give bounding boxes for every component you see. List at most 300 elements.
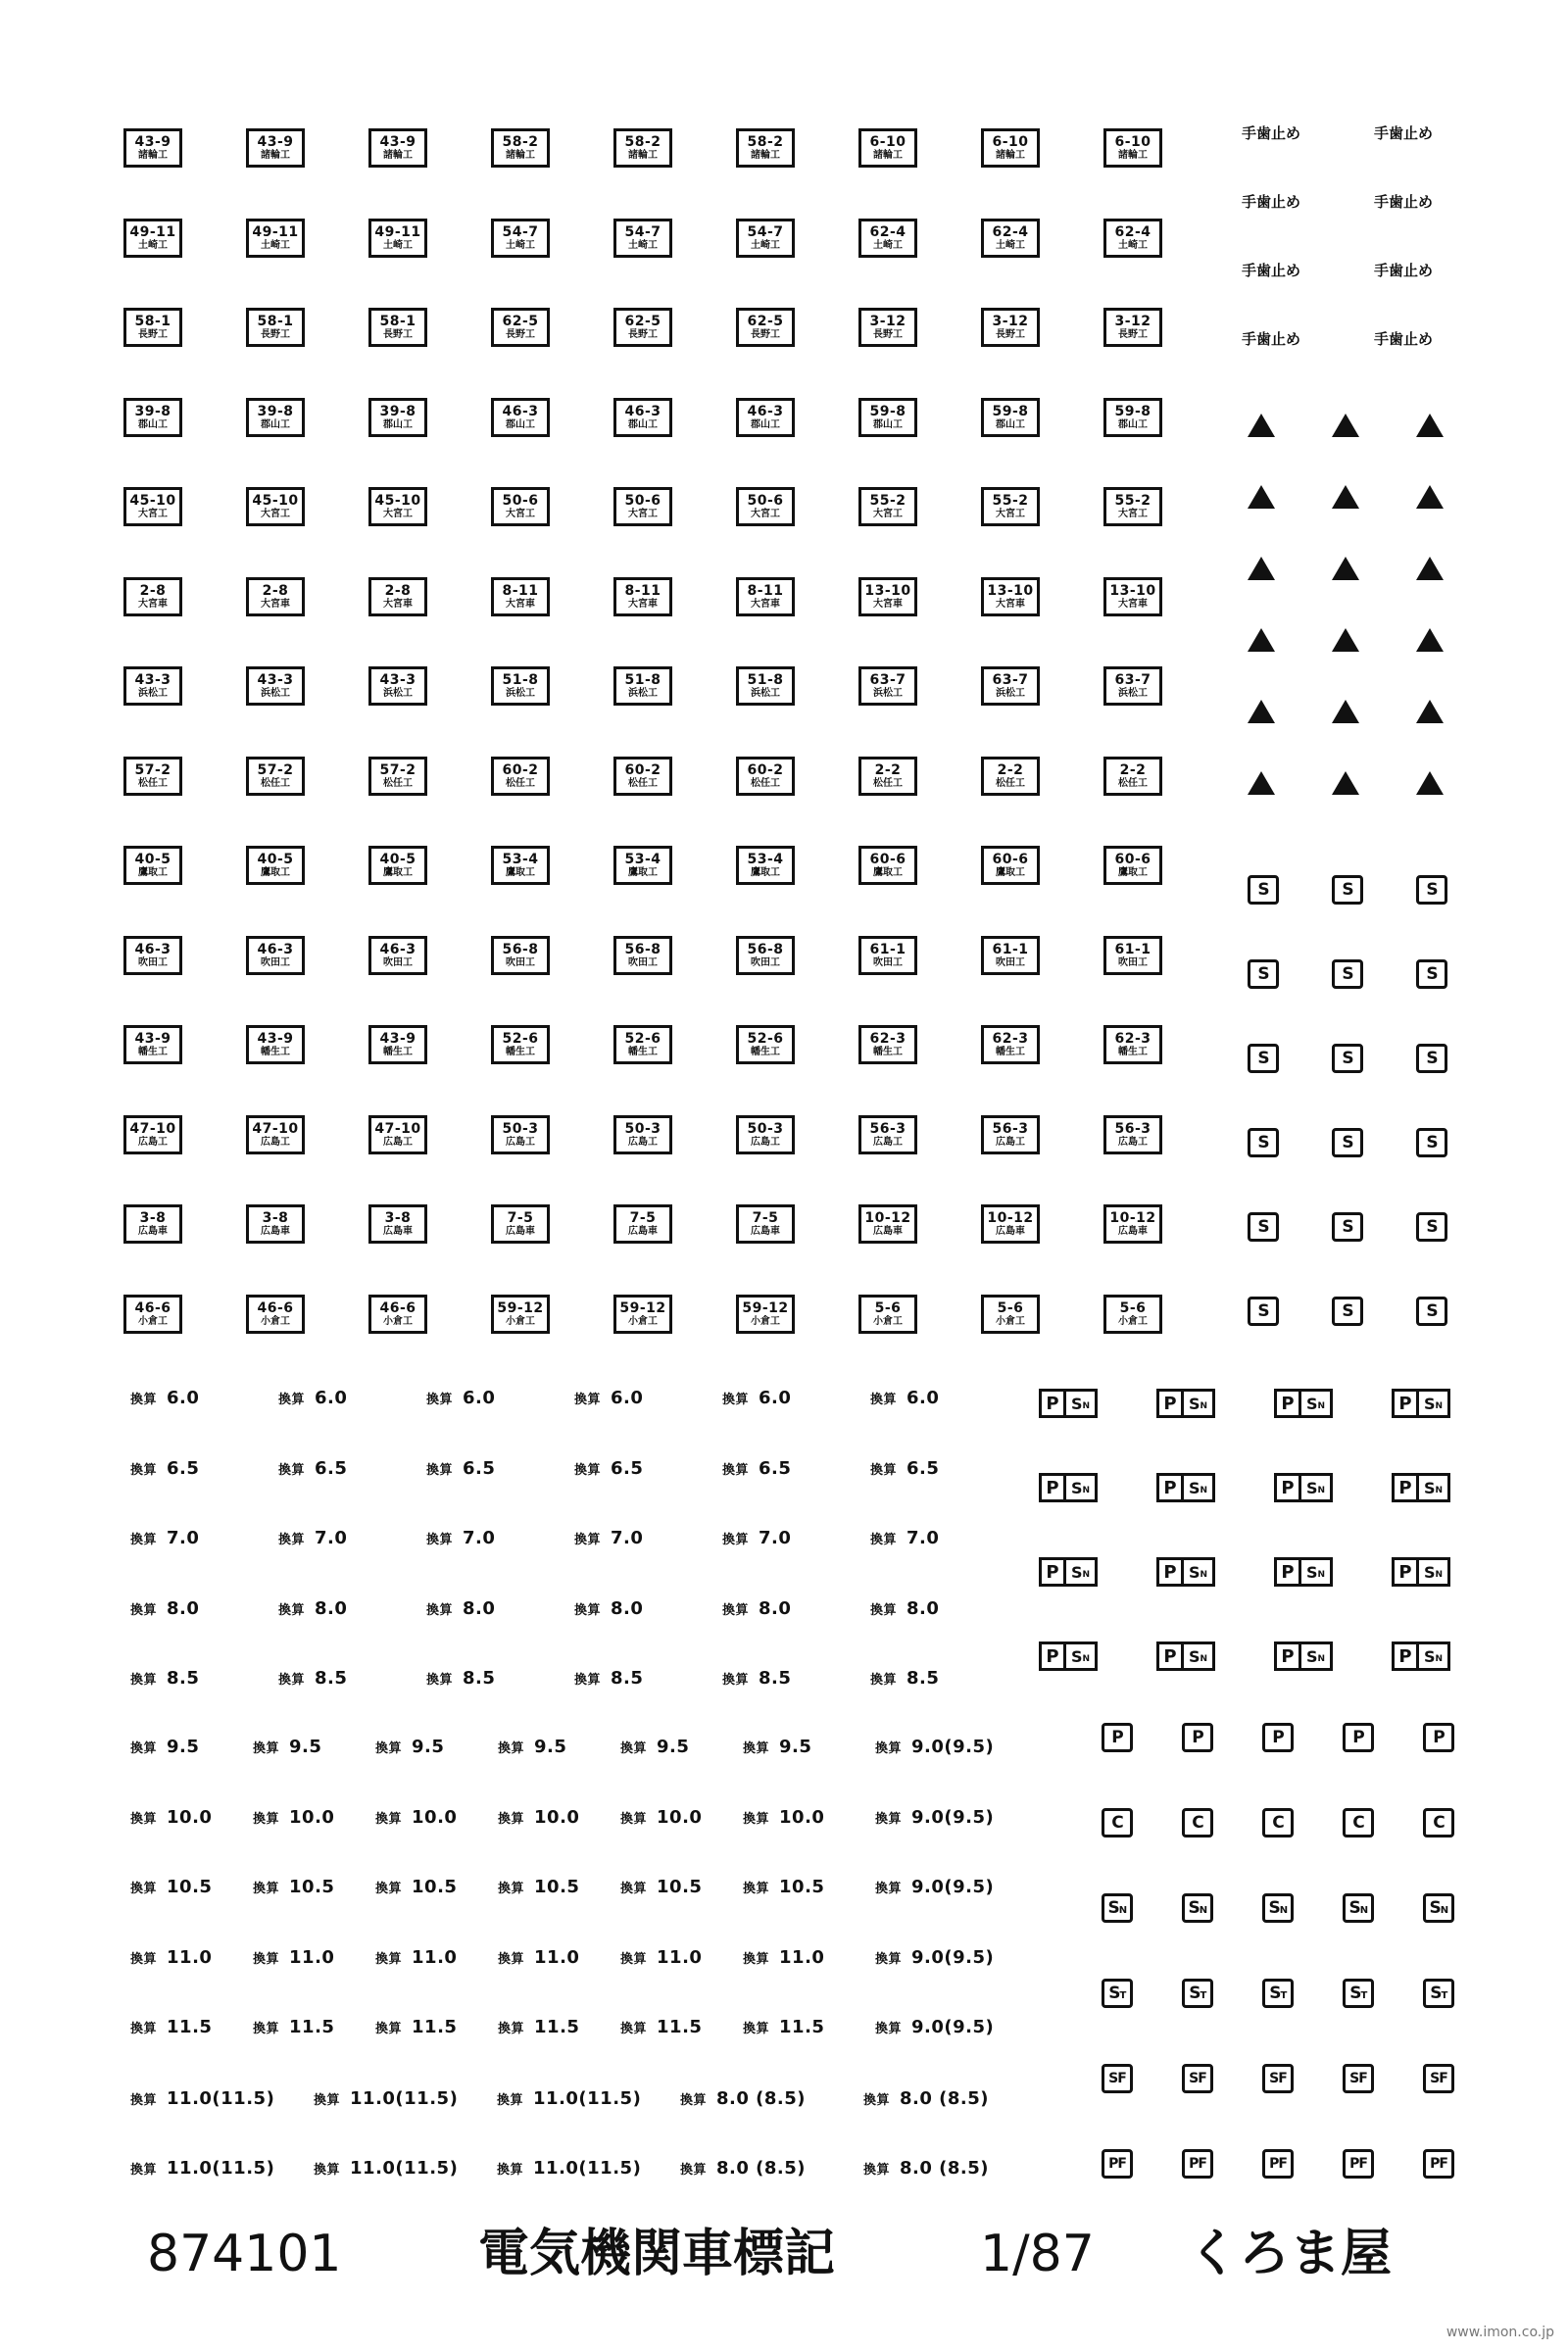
plate-date: 46-3 bbox=[257, 941, 294, 957]
conversion-value: 9.5 bbox=[657, 1737, 690, 1757]
conversion-prefix: 換算 bbox=[130, 1602, 158, 1618]
small-mark: C bbox=[1423, 1808, 1454, 1838]
plate-shop: 浜松工 bbox=[138, 688, 168, 699]
plate-date: 60-6 bbox=[992, 852, 1029, 867]
plate-date: 50-6 bbox=[747, 493, 784, 509]
conversion-value: 9.0(9.5) bbox=[911, 1877, 995, 1897]
small-mark: P bbox=[1182, 1723, 1213, 1752]
works-plate bbox=[246, 757, 305, 796]
plate-date: 3-8 bbox=[384, 1210, 412, 1226]
ps-mark-sub: N bbox=[1082, 1654, 1091, 1664]
works-plate bbox=[123, 936, 182, 975]
plate-shop: 土崎工 bbox=[138, 239, 168, 251]
plate-date: 3-8 bbox=[262, 1210, 289, 1226]
conversion-prefix: 換算 bbox=[130, 2163, 158, 2178]
plate-date: 6-10 bbox=[992, 134, 1029, 150]
plate-date: 13-10 bbox=[987, 582, 1034, 599]
plate-shop: 大宮工 bbox=[751, 509, 780, 519]
plate-shop: 大宮車 bbox=[996, 598, 1025, 610]
conversion-mark bbox=[620, 2017, 702, 2037]
s-mark: S bbox=[1332, 1128, 1363, 1157]
conversion-mark bbox=[870, 1458, 939, 1479]
plate-shop: 大宮車 bbox=[138, 598, 168, 610]
plate-shop: 鷹取工 bbox=[1118, 867, 1148, 878]
conversion-mark bbox=[620, 1877, 702, 1897]
small-mark: S T bbox=[1343, 1979, 1374, 2008]
plate-date: 58-1 bbox=[134, 314, 172, 329]
conversion-prefix: 換算 bbox=[574, 1673, 602, 1688]
plate-shop: 幡生工 bbox=[506, 1047, 535, 1057]
works-plate bbox=[613, 308, 672, 347]
triangle-icon bbox=[1416, 557, 1444, 580]
plate-shop: 幡生工 bbox=[138, 1047, 168, 1057]
conversion-mark bbox=[620, 1807, 702, 1828]
plate-date: 52-6 bbox=[747, 1031, 784, 1047]
ps-mark-s: S N bbox=[1301, 1557, 1333, 1587]
conversion-prefix: 換算 bbox=[743, 2022, 770, 2036]
conversion-value: 8.0 (8.5) bbox=[716, 2088, 807, 2109]
works-plate bbox=[858, 757, 917, 796]
s-mark: S bbox=[1248, 959, 1279, 989]
plate-shop: 浜松工 bbox=[506, 688, 535, 699]
works-plate bbox=[981, 1295, 1040, 1334]
conversion-mark bbox=[278, 1528, 347, 1548]
conversion-value: 8.5 bbox=[759, 1668, 792, 1689]
works-plate bbox=[491, 666, 550, 706]
plate-date: 2-2 bbox=[997, 761, 1024, 778]
plate-shop: 長野工 bbox=[506, 329, 535, 340]
ps-mark-p: P bbox=[1039, 1557, 1066, 1587]
ps-mark bbox=[1274, 1389, 1333, 1418]
conversion-value: 8.0 bbox=[167, 1597, 200, 1619]
conversion-prefix: 換算 bbox=[743, 1811, 770, 1827]
plate-shop: 広島工 bbox=[138, 1136, 168, 1148]
conversion-mark bbox=[875, 1877, 994, 1897]
works-plate bbox=[491, 1204, 550, 1244]
small-mark: P bbox=[1343, 1723, 1374, 1752]
plate-shop: 吹田工 bbox=[996, 956, 1025, 968]
works-plate bbox=[1103, 666, 1162, 706]
plate-date: 52-6 bbox=[502, 1031, 539, 1047]
works-plate bbox=[736, 308, 795, 347]
conversion-prefix: 換算 bbox=[498, 1882, 525, 1896]
plate-shop: 広島車 bbox=[138, 1226, 168, 1237]
conversion-mark bbox=[743, 1877, 824, 1897]
conversion-value: 6.5 bbox=[906, 1457, 940, 1479]
conversion-value: 7.0 bbox=[759, 1528, 792, 1548]
plate-date: 51-8 bbox=[624, 672, 662, 688]
conversion-value: 10.5 bbox=[412, 1877, 458, 1897]
plate-shop: 郡山工 bbox=[628, 418, 658, 430]
conversion-value: 9.5 bbox=[289, 1737, 322, 1757]
plate-shop: 松任工 bbox=[138, 777, 168, 789]
works-plate bbox=[368, 1115, 427, 1154]
works-plate bbox=[981, 487, 1040, 526]
conversion-mark bbox=[253, 2017, 334, 2037]
works-plate bbox=[858, 1204, 917, 1244]
works-plate bbox=[491, 128, 550, 168]
works-plate bbox=[1103, 846, 1162, 885]
ps-mark-sub: N bbox=[1200, 1401, 1208, 1411]
conversion-mark bbox=[722, 1528, 791, 1548]
plate-date: 13-10 bbox=[1109, 582, 1156, 599]
ps-mark-s: S N bbox=[1184, 1473, 1215, 1502]
plate-shop: 吹田工 bbox=[506, 956, 535, 968]
ps-mark bbox=[1274, 1642, 1333, 1671]
ps-mark bbox=[1039, 1473, 1098, 1502]
small-mark: PF bbox=[1343, 2149, 1374, 2179]
plate-shop: 小倉工 bbox=[751, 1315, 780, 1327]
ps-mark bbox=[1039, 1389, 1098, 1418]
plate-date: 58-1 bbox=[257, 314, 294, 329]
ps-mark-s: S N bbox=[1066, 1473, 1098, 1502]
plate-date: 2-2 bbox=[874, 761, 902, 778]
conversion-prefix: 換算 bbox=[426, 1533, 454, 1547]
conversion-prefix: 換算 bbox=[253, 1882, 280, 1896]
conversion-mark bbox=[278, 1458, 347, 1479]
conversion-prefix: 換算 bbox=[130, 1741, 158, 1756]
conversion-prefix: 換算 bbox=[130, 1951, 158, 1967]
plate-date: 46-6 bbox=[134, 1299, 172, 1316]
conversion-mark bbox=[278, 1668, 347, 1689]
works-plate bbox=[736, 577, 795, 616]
plate-shop: 土崎工 bbox=[996, 239, 1025, 251]
plate-shop: 郡山工 bbox=[138, 418, 168, 430]
small-mark-sub: N bbox=[1279, 1905, 1288, 1916]
small-mark: S T bbox=[1102, 1979, 1133, 2008]
conversion-value: 11.5 bbox=[167, 2017, 213, 2037]
conversion-mark bbox=[574, 1388, 643, 1408]
plate-shop: 土崎工 bbox=[506, 239, 535, 251]
conversion-value: 6.0 bbox=[315, 1388, 348, 1408]
plate-date: 43-9 bbox=[257, 134, 294, 150]
conversion-prefix: 換算 bbox=[620, 1882, 648, 1896]
plate-date: 40-5 bbox=[257, 852, 294, 867]
works-plate bbox=[858, 936, 917, 975]
plate-date: 3-12 bbox=[992, 314, 1029, 329]
works-plate bbox=[368, 936, 427, 975]
works-plate bbox=[368, 1295, 427, 1334]
plate-date: 63-7 bbox=[869, 672, 906, 688]
plate-date: 3-12 bbox=[1114, 314, 1152, 329]
conversion-prefix: 換算 bbox=[130, 2093, 158, 2108]
conversion-value: 10.0 bbox=[412, 1806, 458, 1828]
works-plate bbox=[1103, 757, 1162, 796]
conversion-prefix: 換算 bbox=[870, 1673, 898, 1688]
conversion-value: 10.5 bbox=[289, 1877, 335, 1897]
works-plate bbox=[123, 1115, 182, 1154]
conversion-mark bbox=[574, 1528, 643, 1548]
conversion-prefix: 換算 bbox=[130, 1533, 158, 1547]
ps-mark-p: P bbox=[1156, 1642, 1184, 1671]
s-mark: S bbox=[1416, 875, 1447, 905]
plate-shop: 小倉工 bbox=[996, 1315, 1025, 1327]
s-mark: S bbox=[1416, 1128, 1447, 1157]
conversion-mark bbox=[498, 2017, 579, 2037]
s-mark: S bbox=[1248, 1044, 1279, 1073]
s-mark: S bbox=[1416, 1297, 1447, 1326]
works-plate bbox=[246, 1204, 305, 1244]
s-mark: S bbox=[1248, 875, 1279, 905]
conversion-value: 10.5 bbox=[779, 1877, 825, 1897]
works-plate bbox=[858, 577, 917, 616]
conversion-mark bbox=[426, 1388, 495, 1408]
plate-shop: 鷹取工 bbox=[873, 867, 903, 878]
conversion-mark bbox=[253, 1947, 334, 1968]
conversion-mark bbox=[375, 2017, 457, 2037]
plate-date: 54-7 bbox=[624, 223, 662, 240]
plate-shop: 広島工 bbox=[1118, 1136, 1148, 1148]
small-mark: SF bbox=[1182, 2064, 1213, 2093]
works-plate bbox=[858, 1295, 917, 1334]
plate-date: 59-8 bbox=[869, 403, 906, 419]
conversion-mark bbox=[574, 1458, 643, 1479]
plate-shop: 吹田工 bbox=[751, 956, 780, 968]
works-plate bbox=[491, 936, 550, 975]
conversion-mark bbox=[680, 2088, 806, 2109]
ps-mark bbox=[1156, 1473, 1215, 1502]
plate-date: 60-2 bbox=[502, 761, 539, 778]
works-plate bbox=[368, 219, 427, 258]
works-plate bbox=[1103, 1295, 1162, 1334]
works-plate bbox=[368, 308, 427, 347]
conversion-value: 9.0(9.5) bbox=[911, 2017, 995, 2037]
works-plate bbox=[491, 757, 550, 796]
plate-date: 43-9 bbox=[134, 1031, 172, 1047]
plate-date: 5-6 bbox=[997, 1299, 1024, 1316]
conversion-prefix: 換算 bbox=[375, 1741, 403, 1756]
works-plate bbox=[981, 666, 1040, 706]
conversion-prefix: 換算 bbox=[278, 1673, 306, 1688]
plate-shop: 諸輪工 bbox=[996, 150, 1025, 161]
works-plate bbox=[736, 219, 795, 258]
conversion-mark bbox=[278, 1598, 347, 1619]
plate-shop: 鷹取工 bbox=[506, 867, 535, 878]
works-plate bbox=[1103, 1025, 1162, 1064]
plate-shop: 浜松工 bbox=[261, 688, 290, 699]
works-plate bbox=[368, 487, 427, 526]
conversion-mark bbox=[870, 1528, 939, 1548]
works-plate bbox=[981, 398, 1040, 437]
works-plate bbox=[981, 757, 1040, 796]
works-plate bbox=[491, 1025, 550, 1064]
conversion-mark bbox=[278, 1388, 347, 1408]
conversion-prefix: 換算 bbox=[574, 1393, 602, 1407]
works-plate bbox=[123, 398, 182, 437]
triangle-icon bbox=[1248, 414, 1275, 437]
conversion-mark bbox=[743, 1807, 824, 1828]
plate-shop: 吹田工 bbox=[873, 956, 903, 968]
plate-date: 46-6 bbox=[257, 1299, 294, 1316]
plate-shop: 諸輪工 bbox=[138, 150, 168, 161]
conversion-mark bbox=[253, 1877, 334, 1897]
conversion-prefix: 換算 bbox=[574, 1462, 602, 1478]
conversion-mark bbox=[863, 2158, 989, 2179]
conversion-mark bbox=[253, 1737, 321, 1757]
conversion-prefix: 換算 bbox=[863, 2163, 891, 2178]
conversion-prefix: 換算 bbox=[863, 2093, 891, 2108]
plate-date: 6-10 bbox=[1114, 134, 1152, 150]
ps-mark-p: P bbox=[1156, 1473, 1184, 1502]
s-mark: S bbox=[1416, 959, 1447, 989]
triangle-icon bbox=[1248, 700, 1275, 723]
works-plate bbox=[368, 398, 427, 437]
triangle-icon bbox=[1416, 700, 1444, 723]
conversion-value: 10.0 bbox=[289, 1806, 335, 1828]
plate-shop: 郡山工 bbox=[873, 418, 903, 430]
plate-date: 47-10 bbox=[252, 1120, 299, 1137]
conversion-mark bbox=[497, 2158, 641, 2179]
plate-date: 8-11 bbox=[747, 582, 784, 599]
plate-shop: 広島工 bbox=[383, 1136, 413, 1148]
conversion-mark bbox=[863, 2088, 989, 2109]
plate-date: 50-3 bbox=[502, 1120, 539, 1137]
ps-mark-sub: N bbox=[1317, 1654, 1326, 1664]
conversion-prefix: 換算 bbox=[870, 1533, 898, 1547]
plate-shop: 長野工 bbox=[383, 329, 413, 340]
ps-mark-s: S N bbox=[1419, 1557, 1450, 1587]
plate-shop: 幡生工 bbox=[996, 1047, 1025, 1057]
conversion-mark bbox=[498, 1877, 579, 1897]
plate-date: 40-5 bbox=[134, 852, 172, 867]
ps-mark-p: P bbox=[1392, 1389, 1419, 1418]
conversion-mark bbox=[620, 1737, 689, 1757]
conversion-prefix: 換算 bbox=[574, 1602, 602, 1618]
plate-date: 59-12 bbox=[619, 1299, 666, 1316]
small-mark: PF bbox=[1182, 2149, 1213, 2179]
conversion-prefix: 換算 bbox=[278, 1533, 306, 1547]
conversion-value: 8.0 bbox=[315, 1597, 348, 1619]
works-plate bbox=[368, 846, 427, 885]
conversion-mark bbox=[375, 1947, 457, 1968]
plate-shop: 大宮車 bbox=[506, 598, 535, 610]
conversion-prefix: 換算 bbox=[130, 1462, 158, 1478]
conversion-prefix: 換算 bbox=[278, 1462, 306, 1478]
conversion-prefix: 換算 bbox=[130, 1811, 158, 1827]
works-plate bbox=[246, 1115, 305, 1154]
plate-date: 56-8 bbox=[747, 941, 784, 957]
plate-shop: 広島車 bbox=[996, 1226, 1025, 1237]
conversion-prefix: 換算 bbox=[426, 1462, 454, 1478]
plate-shop: 土崎工 bbox=[261, 239, 290, 251]
plate-shop: 鷹取工 bbox=[383, 867, 413, 878]
triangle-icon bbox=[1248, 485, 1275, 509]
plate-shop: 鷹取工 bbox=[628, 867, 658, 878]
ps-mark bbox=[1156, 1389, 1215, 1418]
conversion-value: 6.0 bbox=[759, 1388, 792, 1408]
plate-shop: 松任工 bbox=[506, 777, 535, 789]
works-plate bbox=[736, 398, 795, 437]
s-mark: S bbox=[1332, 1212, 1363, 1242]
plate-shop: 大宮車 bbox=[1118, 598, 1148, 610]
plate-shop: 長野工 bbox=[628, 329, 658, 340]
plate-date: 62-4 bbox=[1114, 223, 1152, 240]
plate-date: 59-8 bbox=[992, 403, 1029, 419]
plate-shop: 小倉工 bbox=[1118, 1315, 1148, 1327]
conversion-mark bbox=[426, 1668, 495, 1689]
hand-brake-label: 手歯止め bbox=[1374, 124, 1434, 142]
conversion-mark bbox=[426, 1528, 495, 1548]
works-plate bbox=[981, 128, 1040, 168]
s-mark: S bbox=[1416, 1212, 1447, 1242]
footer bbox=[0, 2215, 1568, 2293]
works-plate bbox=[613, 1025, 672, 1064]
small-mark: PF bbox=[1423, 2149, 1454, 2179]
conversion-value: 8.0 (8.5) bbox=[716, 2158, 807, 2179]
plate-shop: 広島工 bbox=[751, 1136, 780, 1148]
plate-shop: 幡生工 bbox=[1118, 1047, 1148, 1057]
plate-shop: 長野工 bbox=[261, 329, 290, 340]
small-mark: PF bbox=[1102, 2149, 1133, 2179]
conversion-mark bbox=[130, 1737, 199, 1757]
conversion-prefix: 換算 bbox=[253, 1951, 280, 1967]
works-plate bbox=[368, 577, 427, 616]
plate-shop: 広島車 bbox=[506, 1226, 535, 1237]
plate-shop: 長野工 bbox=[1118, 329, 1148, 340]
plate-shop: 長野工 bbox=[996, 329, 1025, 340]
plate-date: 46-3 bbox=[747, 403, 784, 419]
small-mark: P bbox=[1262, 1723, 1294, 1752]
conversion-prefix: 換算 bbox=[875, 2022, 903, 2036]
works-plate bbox=[368, 757, 427, 796]
works-plate bbox=[123, 846, 182, 885]
conversion-mark bbox=[743, 2017, 824, 2037]
s-mark: S bbox=[1416, 1044, 1447, 1073]
conversion-mark bbox=[722, 1388, 791, 1408]
s-mark: S bbox=[1332, 959, 1363, 989]
conversion-mark bbox=[130, 2158, 274, 2179]
triangle-icon bbox=[1332, 700, 1359, 723]
conversion-value: 7.0 bbox=[611, 1528, 644, 1548]
plate-shop: 広島工 bbox=[261, 1136, 290, 1148]
triangle-icon bbox=[1416, 485, 1444, 509]
ps-mark bbox=[1274, 1557, 1333, 1587]
conversion-mark bbox=[498, 1737, 566, 1757]
plate-date: 10-12 bbox=[864, 1210, 911, 1226]
works-plate bbox=[858, 846, 917, 885]
plate-date: 53-4 bbox=[502, 852, 539, 867]
triangle-icon bbox=[1248, 557, 1275, 580]
plate-date: 5-6 bbox=[1119, 1299, 1147, 1316]
s-mark: S bbox=[1332, 875, 1363, 905]
small-mark-sub: N bbox=[1359, 1905, 1368, 1916]
conversion-value: 8.0 bbox=[463, 1597, 496, 1619]
works-plate bbox=[1103, 1204, 1162, 1244]
plate-date: 62-5 bbox=[747, 314, 784, 329]
plate-shop: 広島車 bbox=[1118, 1226, 1148, 1237]
plate-shop: 浜松工 bbox=[873, 688, 903, 699]
plate-shop: 大宮工 bbox=[383, 509, 413, 519]
conversion-value: 8.5 bbox=[167, 1668, 200, 1689]
plate-shop: 郡山工 bbox=[996, 418, 1025, 430]
plate-shop: 広島車 bbox=[261, 1226, 290, 1237]
conversion-value: 11.0(11.5) bbox=[350, 2088, 459, 2109]
s-mark: S bbox=[1248, 1297, 1279, 1326]
plate-shop: 吹田工 bbox=[138, 956, 168, 968]
conversion-prefix: 換算 bbox=[253, 1741, 280, 1756]
conversion-prefix: 換算 bbox=[426, 1602, 454, 1618]
s-mark: S bbox=[1248, 1128, 1279, 1157]
works-plate bbox=[491, 219, 550, 258]
conversion-value: 9.0(9.5) bbox=[911, 1737, 995, 1757]
plate-date: 56-8 bbox=[502, 941, 539, 957]
conversion-prefix: 換算 bbox=[498, 1741, 525, 1756]
works-plate bbox=[613, 577, 672, 616]
plate-date: 61-1 bbox=[869, 941, 906, 957]
small-mark: S N bbox=[1262, 1893, 1294, 1923]
hand-brake-label: 手歯止め bbox=[1374, 330, 1434, 348]
works-plate bbox=[1103, 1115, 1162, 1154]
